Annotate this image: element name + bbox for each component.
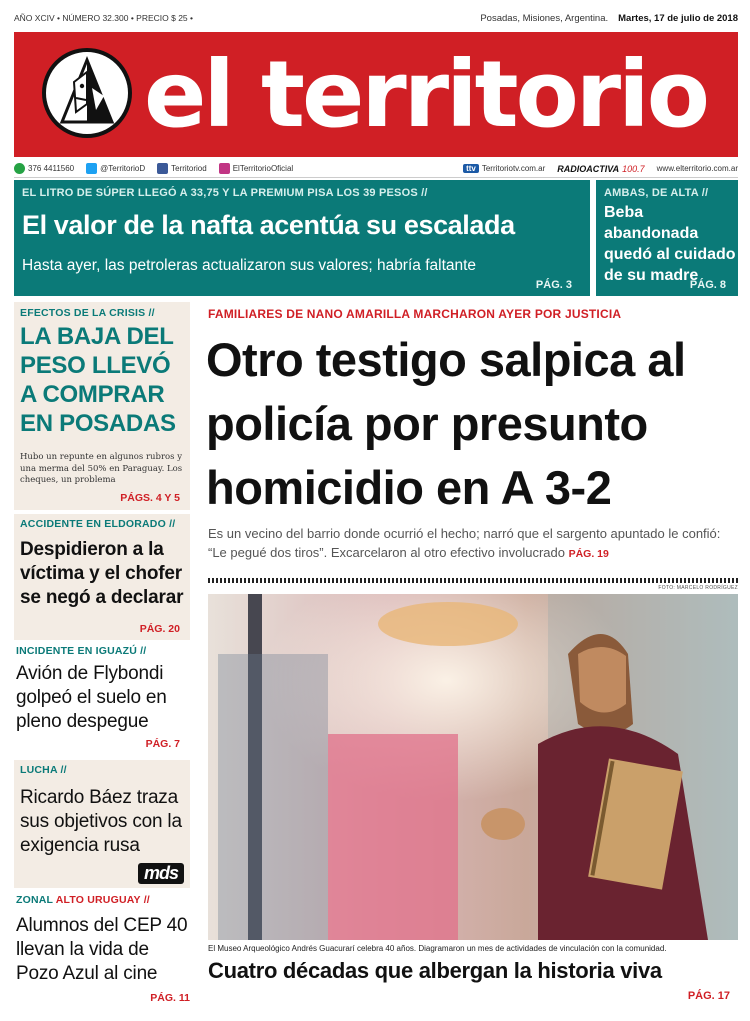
top-info-bar [14, 10, 738, 26]
instagram-contact[interactable] [219, 163, 293, 174]
tv-site: Territoriotv.com.ar [481, 164, 546, 173]
facebook-contact[interactable] [157, 163, 207, 174]
story-title: Ricardo Báez traza sus objetivos con la exigencia rusa [20, 787, 182, 856]
main-story-headline[interactable]: Otro testigo salpica al policía por presunto homicidio en A 3-2 [206, 333, 686, 514]
kicker-accent: ALTO URUGUAY // [55, 894, 150, 906]
story-title: LA BAJA DEL PESO LLEVÓ A COMPRAR EN POSADAS [20, 323, 176, 437]
logo-emblem-icon [42, 48, 132, 138]
story-cep40[interactable] [14, 892, 190, 1012]
social-bar [14, 160, 738, 178]
main-story-page: PÁG. 19 [568, 548, 609, 560]
story-page: PÁGS. 4 Y 5 [120, 492, 180, 504]
photo-headline[interactable]: Cuatro décadas que albergan la historia viva [208, 958, 662, 983]
twitter-icon [86, 163, 97, 174]
facebook-icon [157, 163, 168, 174]
side-story[interactable] [596, 180, 738, 296]
kicker-section: ZONAL [16, 894, 53, 906]
story-page: PÁG. 20 [139, 623, 180, 635]
whatsapp-contact[interactable] [14, 163, 74, 174]
whatsapp-icon [14, 163, 25, 174]
photo-credit: FOTO: MARCELO RODRÍGUEZ [658, 585, 738, 591]
instagram-icon [219, 163, 230, 174]
story-page: PÁG. 11 [150, 992, 190, 1004]
radio-name: RADIOACTIVA [557, 163, 620, 174]
story-kicker: LUCHA // [20, 764, 67, 776]
museum-photo-illustration [208, 594, 738, 940]
top-story-subtitle: Hasta ayer, las petroleras actualizaron sus valores; habría faltante [22, 257, 477, 274]
story-lucha[interactable] [14, 760, 190, 888]
radio-frequency: 100.7 [622, 163, 645, 174]
issue-info: AÑO XCIV • NÚMERO 32.300 • PRECIO $ 25 • [14, 13, 193, 23]
website-link[interactable] [657, 164, 738, 173]
website-url: www.elterritorio.com.ar [656, 164, 738, 173]
side-story-title: Beba abandonada quedó al cuidado de su madre [604, 204, 736, 284]
top-story-page: PÁG. 3 [535, 279, 572, 291]
dotted-divider [208, 578, 738, 583]
twitter-handle: @TerritorioD [100, 164, 146, 173]
top-story-title: El valor de la nafta acentúa su escalada [22, 210, 515, 240]
story-peso[interactable] [14, 302, 190, 510]
radio-link[interactable] [557, 164, 644, 174]
mds-badge: mds [138, 863, 184, 884]
top-story[interactable] [14, 180, 590, 296]
side-story-kicker: AMBAS, DE ALTA // [604, 187, 709, 199]
story-title: Avión de Flybondi golpeó el suelo en pleno despegue [16, 663, 167, 732]
story-kicker [16, 894, 150, 906]
masthead[interactable] [14, 32, 738, 157]
story-eldorado[interactable] [14, 514, 190, 640]
top-story-kicker: EL LITRO DE SÚPER LLEGÓ A 33,75 Y LA PREMIUM PISA LOS 39 PESOS // [22, 187, 428, 199]
instagram-handle: ElTerritorioOficial [232, 164, 294, 173]
main-story-kicker: FAMILIARES DE NANO AMARILLA MARCHARON AYER POR JUSTICIA [208, 307, 622, 321]
tv-link[interactable] [463, 164, 545, 173]
facebook-handle: Territoriod [171, 164, 207, 173]
story-text: Hubo un repunte en algunos rubros y una merma del 50% en Paraguay. Los cheques, un problema [20, 452, 183, 485]
publication-date: Martes, 17 de julio de 2018 [618, 12, 738, 24]
story-flybondi[interactable] [14, 642, 190, 756]
newspaper-name: el territorio [144, 41, 707, 148]
photo-caption: El Museo Arqueológico Andrés Guacurarí celebra 40 años. Diagramaron un mes de actividades de vinculación con la comunidad. [208, 944, 667, 953]
main-story-subtitle [208, 524, 738, 564]
whatsapp-number: 376 4411560 [28, 164, 75, 173]
twitter-contact[interactable] [86, 163, 145, 174]
museum-photo[interactable] [208, 594, 738, 940]
story-title: Despidieron a la víctima y el chofer se negó a declarar [20, 539, 184, 608]
story-page: PÁG. 7 [145, 738, 180, 750]
tv-logo: ttv [463, 164, 479, 173]
story-kicker: EFECTOS DE LA CRISIS // [20, 307, 155, 319]
story-title: Alumnos del CEP 40 llevan la vida de Pozo Azul al cine [16, 915, 188, 984]
main-story-subtitle-text: Es un vecino del barrio donde ocurrió el hecho; narró que el sargento apuntado le confió: “Le pegué dos tiros”. Excarcelaron al otro efectivo involucrado [208, 526, 721, 560]
location: Posadas, Misiones, Argentina. [480, 12, 609, 24]
photo-story-page: PÁG. 17 [687, 990, 730, 1002]
story-kicker: ACCIDENTE EN ELDORADO // [20, 518, 176, 530]
story-kicker: INCIDENTE EN IGUAZÚ // [16, 645, 147, 657]
side-story-page: PÁG. 8 [689, 279, 726, 291]
